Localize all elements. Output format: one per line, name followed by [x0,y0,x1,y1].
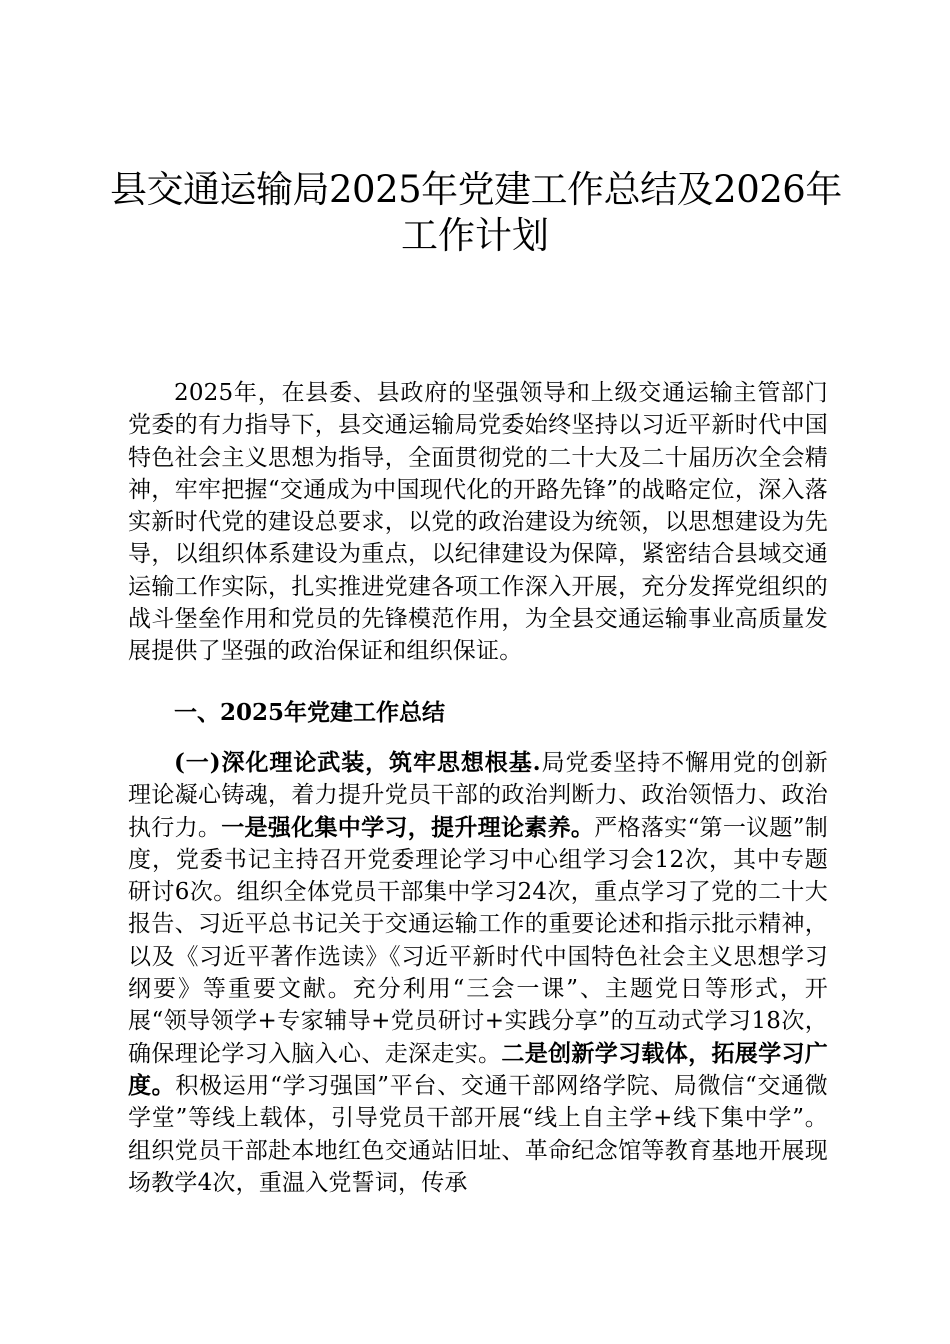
section-1-text-1: 局党委坚持不懈用党的创新理论凝心铸魂，着力提升党员干部的政治判断力、政治领悟力、政治执行力。 [128,750,828,841]
point-2-text: 积极运用“学习强国”平台、交通干部网络学院、局微信“交通微学堂”等线上载体，引导党员干部开展“线上自主学+线下集中学”。组织党员干部赴本地红色交通站旧址、革命纪念馆等教育基地开展现场教学4次，重温入党誓词，传承 [128,1072,828,1196]
point-1-text: 严格落实“第一议题”制度，党委书记主持召开党委理论学习中心组学习会12次，其中专题研讨6次。组织全体党员干部集中学习24次，重点学习了党的二十大报告、习近平总书记关于交通运输工作的重要论述和指示批示精神，以及《习近平著作选读》《习近平新时代中国特色社会主义思想学习纲要》等重要文献。充分利用“三会一课”、主题党日等形式，开展“领导领学+专家辅导+党员研讨+实践分享”的互动式学习18次，确保理论学习入脑入心、走深走实。 [128,814,829,1067]
point-2-title: 二是创新学习载体，拓展学习广度。 [128,1039,828,1099]
document-title [110,167,840,259]
intro-paragraph: 2025年，在县委、县政府的坚强领导和上级交通运输主管部门党委的有力指导下，县交通运输局党委始终坚持以习近平新时代中国特色社会主义思想为指导，全面贯彻党的二十大及二十届历次全会精神，牢牢把握“交通成为中国现代化的开路先锋”的战略定位，深入落实新时代党的建设总要求，以党的政治建设为统领，以思想建设为先导，以组织体系建设为重点，以纪律建设为保障，紧密结合县域交通运输工作实际，扎实推进党建各项工作深入开展，充分发挥党组织的战斗堡垒作用和党员的先锋模范作用，为全县交通运输事业高质量发展提供了坚强的政治保证和组织保证。 [128,380,828,665]
title-line-2: 工作计划 [401,214,549,257]
point-1-title: 一是强化集中学习，提升理论素养。 [221,813,595,841]
title-line-1: 县交通运输局2025年党建工作总结及2026年 [110,168,842,211]
section-heading-1: 一、2025年党建工作总结 [174,699,446,726]
section-1-subheading: (一)深化理论武装，筑牢思想根基. [174,749,541,776]
section-1-paragraph [128,747,828,1199]
